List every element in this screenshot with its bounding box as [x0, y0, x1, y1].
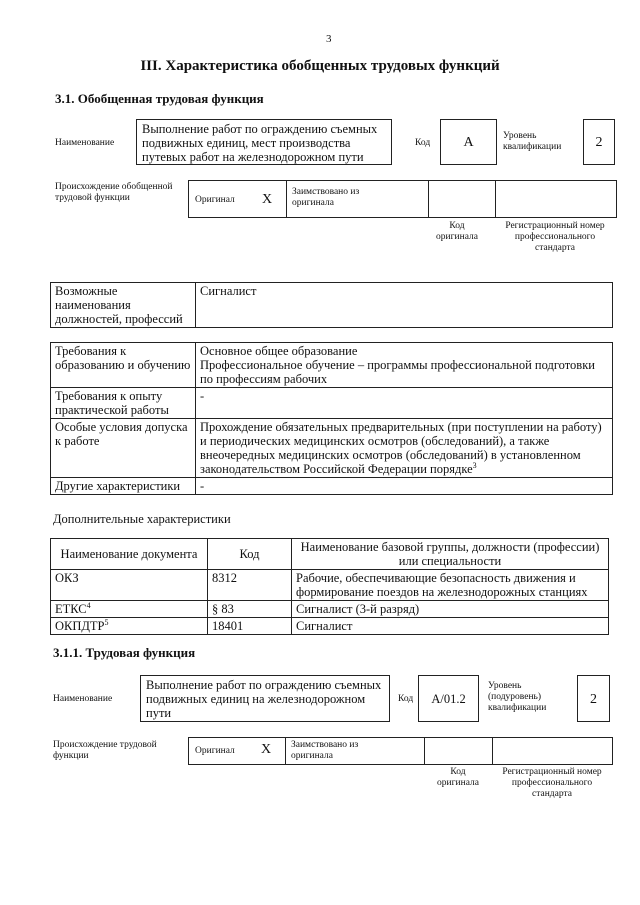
additional-name: Сигналист — [292, 618, 609, 635]
req-label: Требования к образованию и обучению — [51, 343, 196, 388]
additional-table — [50, 538, 609, 635]
req-value-text: Прохождение обязательных предварительных (при поступлении на работу) и периодических медицинских осмотров (обследований), а также внеочередных медицинских осмотров (обследований) в установленном законодательством Российской Федерации порядке — [200, 420, 602, 476]
additional-name: Рабочие, обеспечивающие безопасность движения и формирование поездов на железнодорожных станциях — [292, 570, 609, 601]
gtf-level-label: Уровень квалификации — [503, 131, 562, 152]
gtf-name-label: Наименование — [55, 138, 115, 148]
additional-heading: Дополнительные характеристики — [53, 512, 231, 526]
tf-name-label: Наименование — [53, 694, 113, 704]
tf-code-orig-caption: Код оригинала — [437, 767, 479, 788]
additional-header-name: Наименование базовой группы, должности (профессии) или специальности — [292, 539, 609, 570]
footnote-ref: 4 — [86, 600, 91, 610]
gtf-code-value: A — [440, 119, 497, 165]
gtf-original-mark: X — [262, 192, 273, 207]
doc-name: ОКПДТР — [55, 619, 105, 633]
footnote-ref: 3 — [472, 460, 477, 470]
req-value: - — [196, 388, 613, 419]
positions-label: Возможные наименования должностей, профессий — [51, 283, 196, 328]
gtf-reg-caption: Регистрационный номер профессионального стандарта — [505, 221, 605, 253]
positions-value: Сигналист — [196, 283, 613, 328]
tf-origin-label: Происхождение трудовой функции — [53, 740, 157, 761]
requirements-table — [50, 342, 613, 495]
tf-original-label: Оригинал — [195, 746, 235, 756]
additional-code: 8312 — [208, 570, 292, 601]
tf-borrowed-label: Заимствовано из оригинала — [291, 740, 359, 761]
tf-level-value: 2 — [577, 675, 610, 722]
positions-table — [50, 282, 613, 328]
tf-origin-table — [188, 737, 613, 765]
additional-header-code: Код — [208, 539, 292, 570]
req-value — [196, 419, 613, 478]
tf-code-label: Код — [398, 694, 414, 704]
gtf-level-value: 2 — [583, 119, 615, 165]
tf-name-value: Выполнение работ по ограждению съемных подвижных единиц на железнодорожном пути — [140, 675, 390, 722]
footnote-ref: 5 — [104, 617, 109, 627]
req-label: Другие характеристики — [51, 478, 196, 495]
section-title: III. Характеристика обобщенных трудовых функций — [140, 58, 500, 74]
gtf-heading: 3.1. Обобщенная трудовая функция — [55, 91, 264, 106]
doc-name: ОКЗ — [55, 571, 79, 585]
gtf-origin-label: Происхождение обобщенной трудовой функции — [55, 182, 173, 203]
gtf-code-label: Код — [415, 138, 431, 148]
tf-heading: 3.1.1. Трудовая функция — [53, 645, 196, 660]
additional-doc — [51, 618, 208, 635]
tf-original-mark: X — [261, 742, 272, 757]
additional-header-doc: Наименование документа — [51, 539, 208, 570]
tf-code-value: A/01.2 — [418, 675, 479, 722]
additional-doc — [51, 570, 208, 601]
req-value: Основное общее образование Профессиональное обучение – программы профессиональной подготовки по профессиям рабочих — [196, 343, 613, 388]
gtf-borrowed-label: Заимствовано из оригинала — [292, 187, 360, 208]
gtf-code-orig-caption: Код оригинала — [436, 221, 478, 242]
gtf-name-value: Выполнение работ по ограждению съемных подвижных единиц, мест производства путевых работ на железнодорожном пути — [136, 119, 392, 165]
additional-code: § 83 — [208, 601, 292, 618]
additional-name: Сигналист (3-й разряд) — [292, 601, 609, 618]
req-label: Особые условия допуска к работе — [51, 419, 196, 478]
doc-name: ЕТКС — [55, 602, 87, 616]
gtf-original-label: Оригинал — [195, 195, 235, 205]
additional-code: 18401 — [208, 618, 292, 635]
gtf-origin-table — [188, 180, 617, 218]
req-label: Требования к опыту практической работы — [51, 388, 196, 419]
tf-reg-caption: Регистрационный номер профессионального стандарта — [502, 767, 602, 799]
tf-level-label: Уровень (подуровень) квалификации — [488, 681, 547, 713]
page-number: 3 — [326, 33, 332, 45]
req-value: - — [196, 478, 613, 495]
additional-doc — [51, 601, 208, 618]
